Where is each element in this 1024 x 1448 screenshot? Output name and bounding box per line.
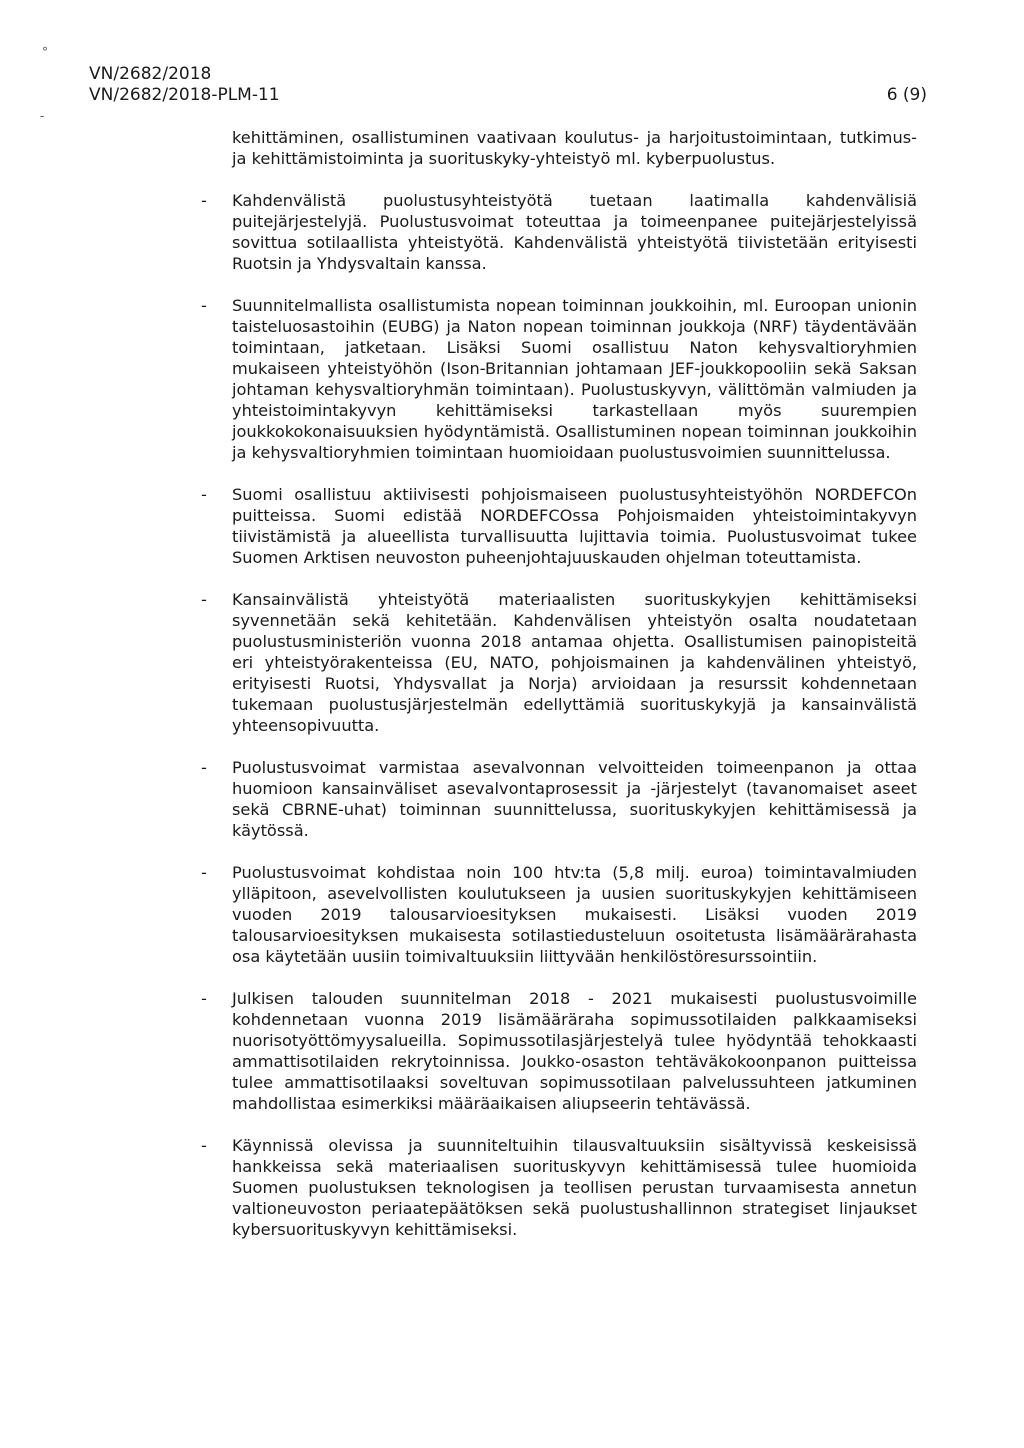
list-item bbox=[201, 484, 917, 568]
list-bullet: - bbox=[201, 191, 207, 210]
list-item bbox=[201, 757, 917, 841]
list-bullet: - bbox=[201, 758, 207, 777]
list-bullet: - bbox=[201, 1136, 207, 1155]
list-item-text: Julkisen talouden suunnitelman 2018 - 2021 mukaisesti puolustusvoimille kohdennetaan vuonna 2019 lisämääräraha sopimussotilaiden palkkaamiseksi nuorisotyöttömyysalueilla. Sopimussotilasjärjestelyä tulee hyödyntää tehokkaasti ammattisotilaiden rekrytoinnissa. Joukko-osaston tehtäväkokoonpanon puitteissa tulee ammattisotilaaksi soveltuvan sopimussotilaan palvelussuhteen jatkuminen mahdollistaa esimerkiksi määräaikaisen aliupseerin tehtävässä. bbox=[232, 989, 917, 1113]
list-item bbox=[201, 295, 917, 463]
doc-reference: VN/2682/2018-PLM-11 bbox=[89, 85, 280, 105]
doc-id: VN/2682/2018 bbox=[89, 64, 212, 84]
continuation-paragraph: kehittäminen, osallistuminen vaativaan koulutus- ja harjoitustoimintaan, tutkimus- ja kehittämistoiminta ja suorituskyky-yhteistyö ml. kyberpuolustus. bbox=[232, 128, 917, 168]
list-item bbox=[201, 862, 917, 967]
document-body bbox=[201, 127, 917, 1261]
list-bullet: - bbox=[201, 989, 207, 1008]
list-bullet: - bbox=[201, 296, 207, 315]
scan-artifact-dash: - bbox=[40, 109, 45, 123]
list-bullet: - bbox=[201, 590, 207, 609]
list-bullet: - bbox=[201, 485, 207, 504]
list-item bbox=[201, 190, 917, 274]
list-item bbox=[201, 1135, 917, 1240]
list-item-text: Suomi osallistuu aktiivisesti pohjoismaiseen puolustusyhteistyöhön NORDEFCOn puitteissa. Suomi edistää NORDEFCOssa Pohjoismaiden yhteistoimintakyvyn tiivistämistä ja alueellista turvallisuutta lujittavia toimia. Puolustusvoimat tukee Suomen Arktisen neuvoston puheenjohtajuuskauden ohjelman toteuttamista. bbox=[232, 485, 917, 567]
document-header bbox=[89, 64, 927, 106]
list-item-text: Puolustusvoimat kohdistaa noin 100 htv:ta (5,8 milj. euroa) toimintavalmiuden ylläpitoon, asevelvollisten koulutukseen ja uusien suorituskykyjen kehittämiseen vuoden 2019 talousarvioesityksen mukaisesti. Lisäksi vuoden 2019 talousarvioesityksen mukaisesta sotilastiedusteluun osoitetusta lisämäärärahasta osa käytetään uusiin toimivaltuuksiin liittyvään henkilöstöresurssointiin. bbox=[232, 863, 917, 966]
list-item-text: Kahdenvälistä puolustusyhteistyötä tuetaan laatimalla kahdenvälisiä puitejärjestelyjä. Puolustusvoimat toteuttaa ja toimeenpanee puitejärjestelyissä sovittua sotilaallista yhteistyötä. Kahdenvälistä yhteistyötä tiivistetään erityisesti Ruotsin ja Yhdysvaltain kanssa. bbox=[232, 191, 917, 273]
list-item-text: Puolustusvoimat varmistaa asevalvonnan velvoitteiden toimeenpanon ja ottaa huomioon kansainväliset asevalvontaprosessit ja -järjestelyt (tavanomaiset aseet sekä CBRNE-uhat) toiminnan suunnittelussa, suorituskykyjen kehittämisessä ja käytössä. bbox=[232, 758, 917, 840]
scan-artifact-mark: ° bbox=[42, 45, 48, 59]
list-item-text: Kansainvälistä yhteistyötä materiaalisten suorituskykyjen kehittämiseksi syvennetään sekä kehitetään. Kahdenvälisen yhteistyön osalta noudatetaan puolustusministeriön vuonna 2018 antamaa ohjetta. Osallistumisen painopisteitä eri yhteistyörakenteissa (EU, NATO, pohjoismainen ja kahdenvälinen yhteistyö, erityisesti Ruotsi, Yhdysvallat ja Norja) arvioidaan ja resurssit kohdennetaan tukemaan puolustusjärjestelmän edellyttämiä suorituskykyjä ja kansainvälistä yhteensopivuutta. bbox=[232, 590, 917, 735]
page-number: 6 (9) bbox=[886, 85, 927, 105]
list-item-text: Suunnitelmallista osallistumista nopean toiminnan joukkoihin, ml. Euroopan unionin taisteluosastoihin (EUBG) ja Naton nopean toiminnan joukkoja (NRF) täydentävään toimintaan, jatketaan. Lisäksi Suomi osallistuu Naton kehysvaltioryhmien mukaiseen yhteistyöhön (Ison-Britannian johtamaan JEF-joukkopooliin sekä Saksan johtaman kehysvaltioryhmän toimintaan). Puolustuskyvyn, välittömän valmiuden ja yhteistoimintakyvyn kehittämiseksi tarkastellaan myös suurempien joukkokokonaisuuksien hyödyntämistä. Osallistuminen nopean toiminnan joukkoihin ja kehysvaltioryhmien toimintaan huomioidaan puolustusvoimien suunnittelussa. bbox=[232, 296, 917, 462]
list-item bbox=[201, 988, 917, 1114]
list-item bbox=[201, 589, 917, 736]
list-bullet: - bbox=[201, 863, 207, 882]
list-item-text: Käynnissä olevissa ja suunniteltuihin tilausvaltuuksiin sisältyvissä keskeisissä hankkeissa sekä materiaalisen suorituskyvyn kehittämisessä tulee huomioida Suomen puolustuksen teknologisen ja teollisen perustan turvaamisesta annetun valtioneuvoston periaatepäätöksen sekä puolustushallinnon strategiset linjaukset kybersuorituskyvyn kehittämiseksi. bbox=[232, 1136, 917, 1239]
